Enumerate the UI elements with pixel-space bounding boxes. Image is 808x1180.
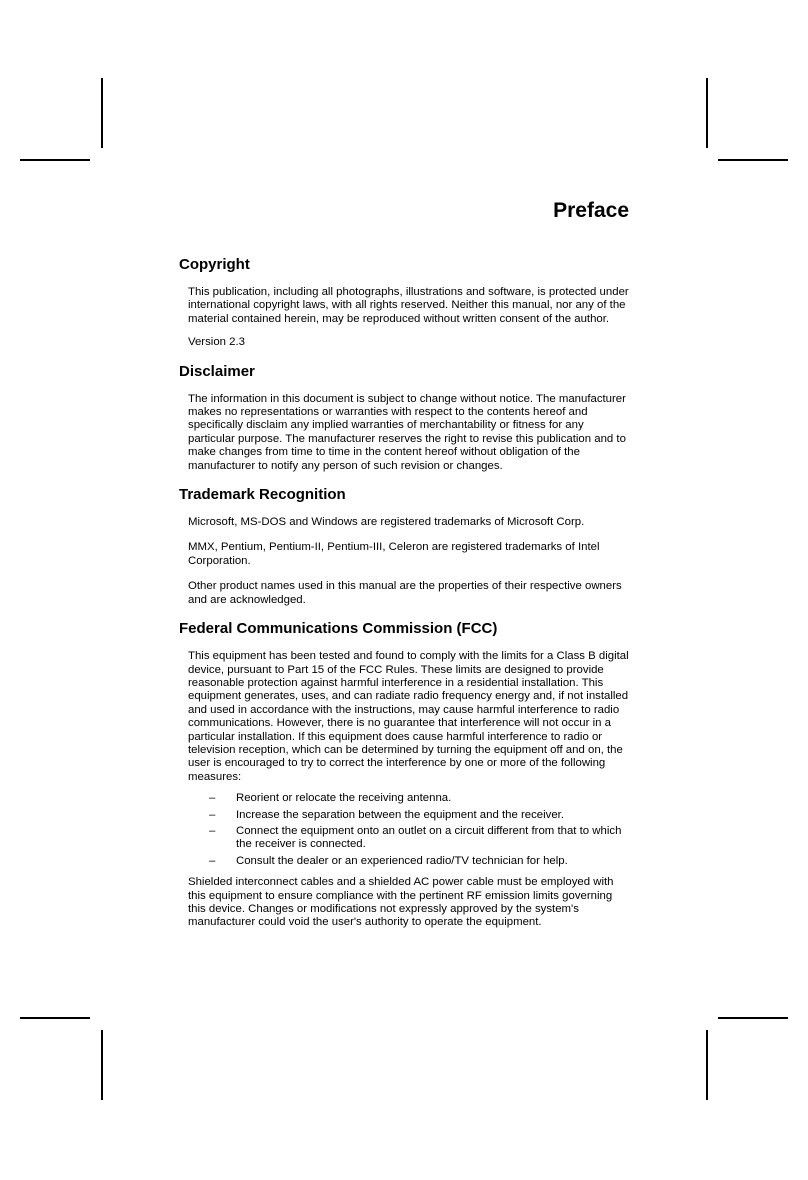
dash-bullet-icon: – xyxy=(209,824,216,837)
version-text: Version 2.3 xyxy=(188,336,245,349)
crop-mark-top-right-vertical xyxy=(706,78,708,148)
copyright-paragraph: This publication, including all photographs, illustrations and software, is protected under international copyright laws, with all rights reserved. Neither this manual, nor any of the material contained herein, may be reproduced without written consent of the author. xyxy=(188,286,629,325)
measure-text: Connect the equipment onto an outlet on a circuit different from that to which the receiver is connected. xyxy=(236,824,622,851)
crop-mark-bottom-left-horizontal xyxy=(20,1017,90,1019)
list-item xyxy=(179,825,631,852)
dash-bullet-icon: – xyxy=(209,792,216,805)
measure-text: Reorient or relocate the receiving antenna. xyxy=(236,792,452,805)
fcc-measures-list xyxy=(179,792,631,868)
fcc-closing-paragraph: Shielded interconnect cables and a shielded AC power cable must be employed with this equipment to ensure compliance with the pertinent RF emission limits governing this device. Changes or modifications not expressly approved by the system's manufacturer could void the user's authority to operate the equipment. xyxy=(188,876,614,929)
list-item xyxy=(179,809,631,822)
crop-mark-bottom-right-horizontal xyxy=(718,1017,788,1019)
page-content xyxy=(179,255,631,940)
section-trademark-recognition xyxy=(179,485,631,607)
page-title: Preface xyxy=(553,199,629,222)
crop-mark-top-right-horizontal xyxy=(718,159,788,161)
crop-mark-top-left-vertical xyxy=(101,78,103,148)
list-item xyxy=(179,792,631,805)
section-heading-trademark-recognition: Trademark Recognition xyxy=(179,486,346,504)
section-disclaimer xyxy=(179,362,631,473)
trademark-paragraph-others: Other product names used in this manual are the properties of their respective owners and are acknowledged. xyxy=(188,580,622,606)
list-item xyxy=(179,855,631,868)
crop-mark-bottom-left-vertical xyxy=(101,1030,103,1100)
measure-text: Consult the dealer or an experienced radio/TV technician for help. xyxy=(236,854,568,867)
section-heading-fcc: Federal Communications Commission (FCC) xyxy=(179,620,498,638)
trademark-paragraph-intel: MMX, Pentium, Pentium-II, Pentium-III, Celeron are registered trademarks of Intel Corporation. xyxy=(188,541,600,567)
dash-bullet-icon: – xyxy=(209,854,216,867)
crop-mark-bottom-right-vertical xyxy=(706,1030,708,1100)
disclaimer-paragraph: The information in this document is subject to change without notice. The manufacturer makes no representations or warranties with respect to the contents hereof and specifically disclaim any implied warranties of merchantability or fitness for any particular purpose. The manufacturer reserves the right to revise this publication and to make changes from time to time in the content hereof without obligation of the manufacturer to notify any person of such revision or changes. xyxy=(188,392,626,472)
dash-bullet-icon: – xyxy=(209,808,216,821)
section-fcc xyxy=(179,619,631,930)
trademark-paragraph-microsoft: Microsoft, MS-DOS and Windows are registered trademarks of Microsoft Corp. xyxy=(188,516,585,529)
fcc-paragraph: This equipment has been tested and found to comply with the limits for a Class B digital device, pursuant to Part 15 of the FCC Rules. These limits are designed to provide reasonable protection against harmful interference in a residential installation. This equipment generates, uses, and can radiate radio frequency energy and, if not installed and used in accordance with the instructions, may cause harmful interference to radio communications. However, there is no guarantee that interference will not occur in a particular installation. If this equipment does cause harmful interference to radio or television reception, which can be determined by turning the equipment off and on, the user is encouraged to try to correct the interference by one or more of the following measures: xyxy=(188,650,629,783)
measure-text: Increase the separation between the equipment and the receiver. xyxy=(236,808,565,821)
section-heading-disclaimer: Disclaimer xyxy=(179,362,255,380)
section-copyright xyxy=(179,255,631,350)
section-heading-copyright: Copyright xyxy=(179,256,250,273)
crop-mark-top-left-horizontal xyxy=(20,159,90,161)
